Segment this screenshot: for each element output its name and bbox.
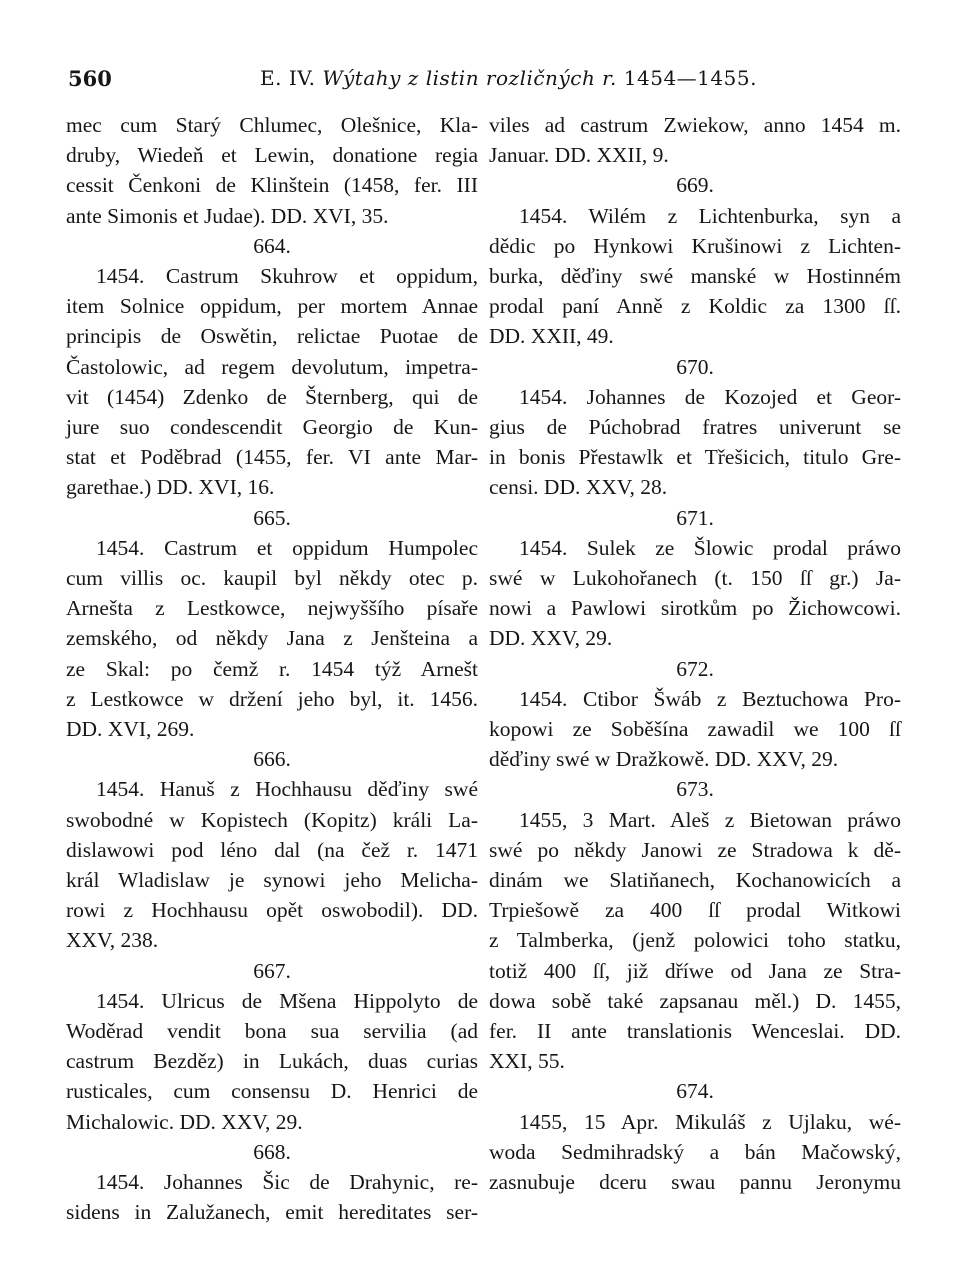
entry-number: 670. — [676, 354, 714, 379]
text-line: Michalowic. DD. XXV, 29. — [66, 1109, 303, 1134]
text-line: 1454. Castrum et oppidum Humpolec — [96, 535, 478, 560]
text-line: Častolowic, ad regem devolutum, impetra- — [66, 354, 478, 379]
text-line: 1454. Ulricus de Mšena Hippolyto de — [96, 988, 478, 1013]
entry-number: 669. — [676, 173, 714, 198]
text-line: principis de Oswětin, relictae Puotae de — [66, 324, 478, 349]
text-line: 1454. Wilém z Lichtenburka, syn a — [519, 203, 901, 228]
text-line: swé po někdy Janowi ze Stradowa k dě- — [489, 837, 901, 862]
running-head — [260, 66, 757, 90]
text-line: sidens in Zalužanech, emit hereditates ser- — [66, 1200, 478, 1225]
running-head-years: 1454—1455. — [623, 66, 757, 90]
text-line: woda Sedmihradský a bán Mačowský, — [489, 1139, 901, 1164]
page-header — [68, 66, 894, 98]
text-line: rowi z Hochhausu opět oswobodil). DD. — [66, 898, 478, 923]
text-line: DD. XXII, 49. — [489, 324, 614, 349]
text-line: ante Simonis et Judae). DD. XVI, 35. — [66, 203, 389, 228]
text-line: Arnešta z Lestkowce, nejwyššího písaře — [66, 596, 478, 621]
text-line: item Solnice oppidum, per mortem Annae — [66, 294, 478, 319]
running-head-title: Wýtahy z listin rozličných r. — [322, 66, 617, 90]
text-line: rusticales, cum consensu D. Henrici de — [66, 1079, 478, 1104]
text-line: swé w Lukohořanech (t. 150 ſſ gr.) Ja- — [489, 566, 901, 590]
text-line: vit (1454) Zdenko de Šternberg, qui de — [66, 384, 478, 409]
text-line: 1454. Castrum Skuhrow et oppidum, — [96, 264, 478, 288]
text-line: fer. II ante translationis Wenceslai. DD. — [489, 1019, 901, 1043]
text-line: XXV, 238. — [66, 928, 159, 953]
text-line: XXI, 55. — [489, 1049, 565, 1074]
text-line: DD. XVI, 269. — [66, 717, 195, 741]
text-line: dinám we Slatiňanech, Kochanowicích a — [489, 868, 901, 892]
entry-number: 673. — [676, 777, 714, 802]
running-head-section: E. IV. — [260, 66, 316, 90]
text-line: Trpiešowě za 400 ſſ prodal Witkowi — [489, 898, 901, 923]
text-line: 1455, 15 Apr. Mikuláš z Ujlaku, wé- — [519, 1109, 901, 1134]
text-line: král Wladislaw je synowi jeho Melicha- — [66, 868, 478, 892]
text-line: castrum Bezděz) in Lukách, duas curias — [66, 1049, 478, 1074]
text-line: 1454. Johannes de Kozojed et Geor- — [519, 384, 901, 409]
entry-number: 668. — [253, 1139, 291, 1164]
text-line: 1454. Hanuš z Hochhausu děďiny swé — [96, 777, 478, 802]
text-line: 1454. Ctibor Šwáb z Beztuchowa Pro- — [519, 686, 901, 711]
text-line: 1454. Sulek ze Šlowic prodal práwo — [519, 535, 901, 560]
entry-number: 667. — [253, 958, 291, 983]
text-line: druby, Wiedeň et Lewin, donatione regia — [66, 143, 478, 168]
text-line: swobodné w Kopistech (Kopitz) králi La- — [66, 807, 478, 832]
text-line: z Lestkowce w držení jeho byl, it. 1456. — [66, 686, 478, 711]
text-line: Januar. DD. XXII, 9. — [489, 143, 669, 168]
text-line: in bonis Přestawlk et Třešicich, titulo Gre- — [489, 445, 901, 470]
text-line: mec cum Starý Chlumec, Olešnice, Kla- — [66, 113, 478, 137]
text-line: zemského, od někdy Jana z Jenšteina a — [66, 626, 478, 651]
entry-number: 674. — [676, 1079, 714, 1104]
page-number: 560 — [68, 66, 112, 91]
text-line: cessit Čenkoni de Klinštein (1458, fer. III — [66, 173, 478, 198]
text-line: kopowi ze Soběšína zawadil we 100 ſſ — [489, 717, 901, 741]
entry-number: 665. — [253, 505, 291, 530]
text-line: gius de Púchobrad fratres univerunt se — [489, 415, 901, 439]
text-line: viles ad castrum Zwiekow, anno 1454 m. — [489, 113, 901, 137]
text-line: 1455, 3 Mart. Aleš z Bietowan práwo — [519, 807, 901, 832]
text-line: stat et Poděbrad (1455, fer. VI ante Mar- — [66, 445, 478, 470]
text-line: prodal paní Anně z Koldic za 1300 ſſ. — [489, 294, 901, 319]
entry-number: 664. — [253, 233, 291, 258]
text-line: dowa sobě také zapsanau měl.) D. 1455, — [489, 988, 901, 1013]
text-line: děďiny swé w Dražkowě. DD. XXV, 29. — [489, 747, 839, 772]
text-line: ze Skal: po čemž r. 1454 týž Arnešt — [66, 656, 478, 681]
text-line: DD. XXV, 29. — [489, 626, 613, 651]
text-line: garethae.) DD. XVI, 16. — [66, 475, 275, 500]
text-line: burka, děďiny swé manské w Hostinném — [489, 264, 901, 288]
text-line: dislawowi pod léno dal (na čež r. 1471 — [66, 837, 478, 862]
text-line: censi. DD. XXV, 28. — [489, 475, 668, 500]
text-line: jure suo condescendit Georgio de Kun- — [66, 415, 478, 439]
text-line: 1454. Johannes Šic de Drahynic, re- — [96, 1170, 478, 1194]
entry-number: 672. — [676, 656, 714, 681]
entry-number: 666. — [253, 747, 291, 772]
text-line: Woděrad vendit bona sua servilia (ad — [66, 1019, 478, 1043]
text-line: z Talmberka, (jenž polowici toho statku, — [489, 928, 901, 953]
text-line: dědic po Hynkowi Krušinowi z Lichten- — [489, 233, 901, 258]
entry-number: 671. — [676, 505, 714, 530]
text-line: cum villis oc. kaupil byl někdy otec p. — [66, 566, 478, 590]
text-line: totiž 400 ſſ, již dříwe od Jana ze Stra- — [489, 958, 901, 983]
text-line: nowi a Pawlowi sirotkům po Žichowcowi. — [489, 596, 901, 621]
text-line: zasnubuje dceru swau pannu Jeronymu — [489, 1170, 901, 1194]
